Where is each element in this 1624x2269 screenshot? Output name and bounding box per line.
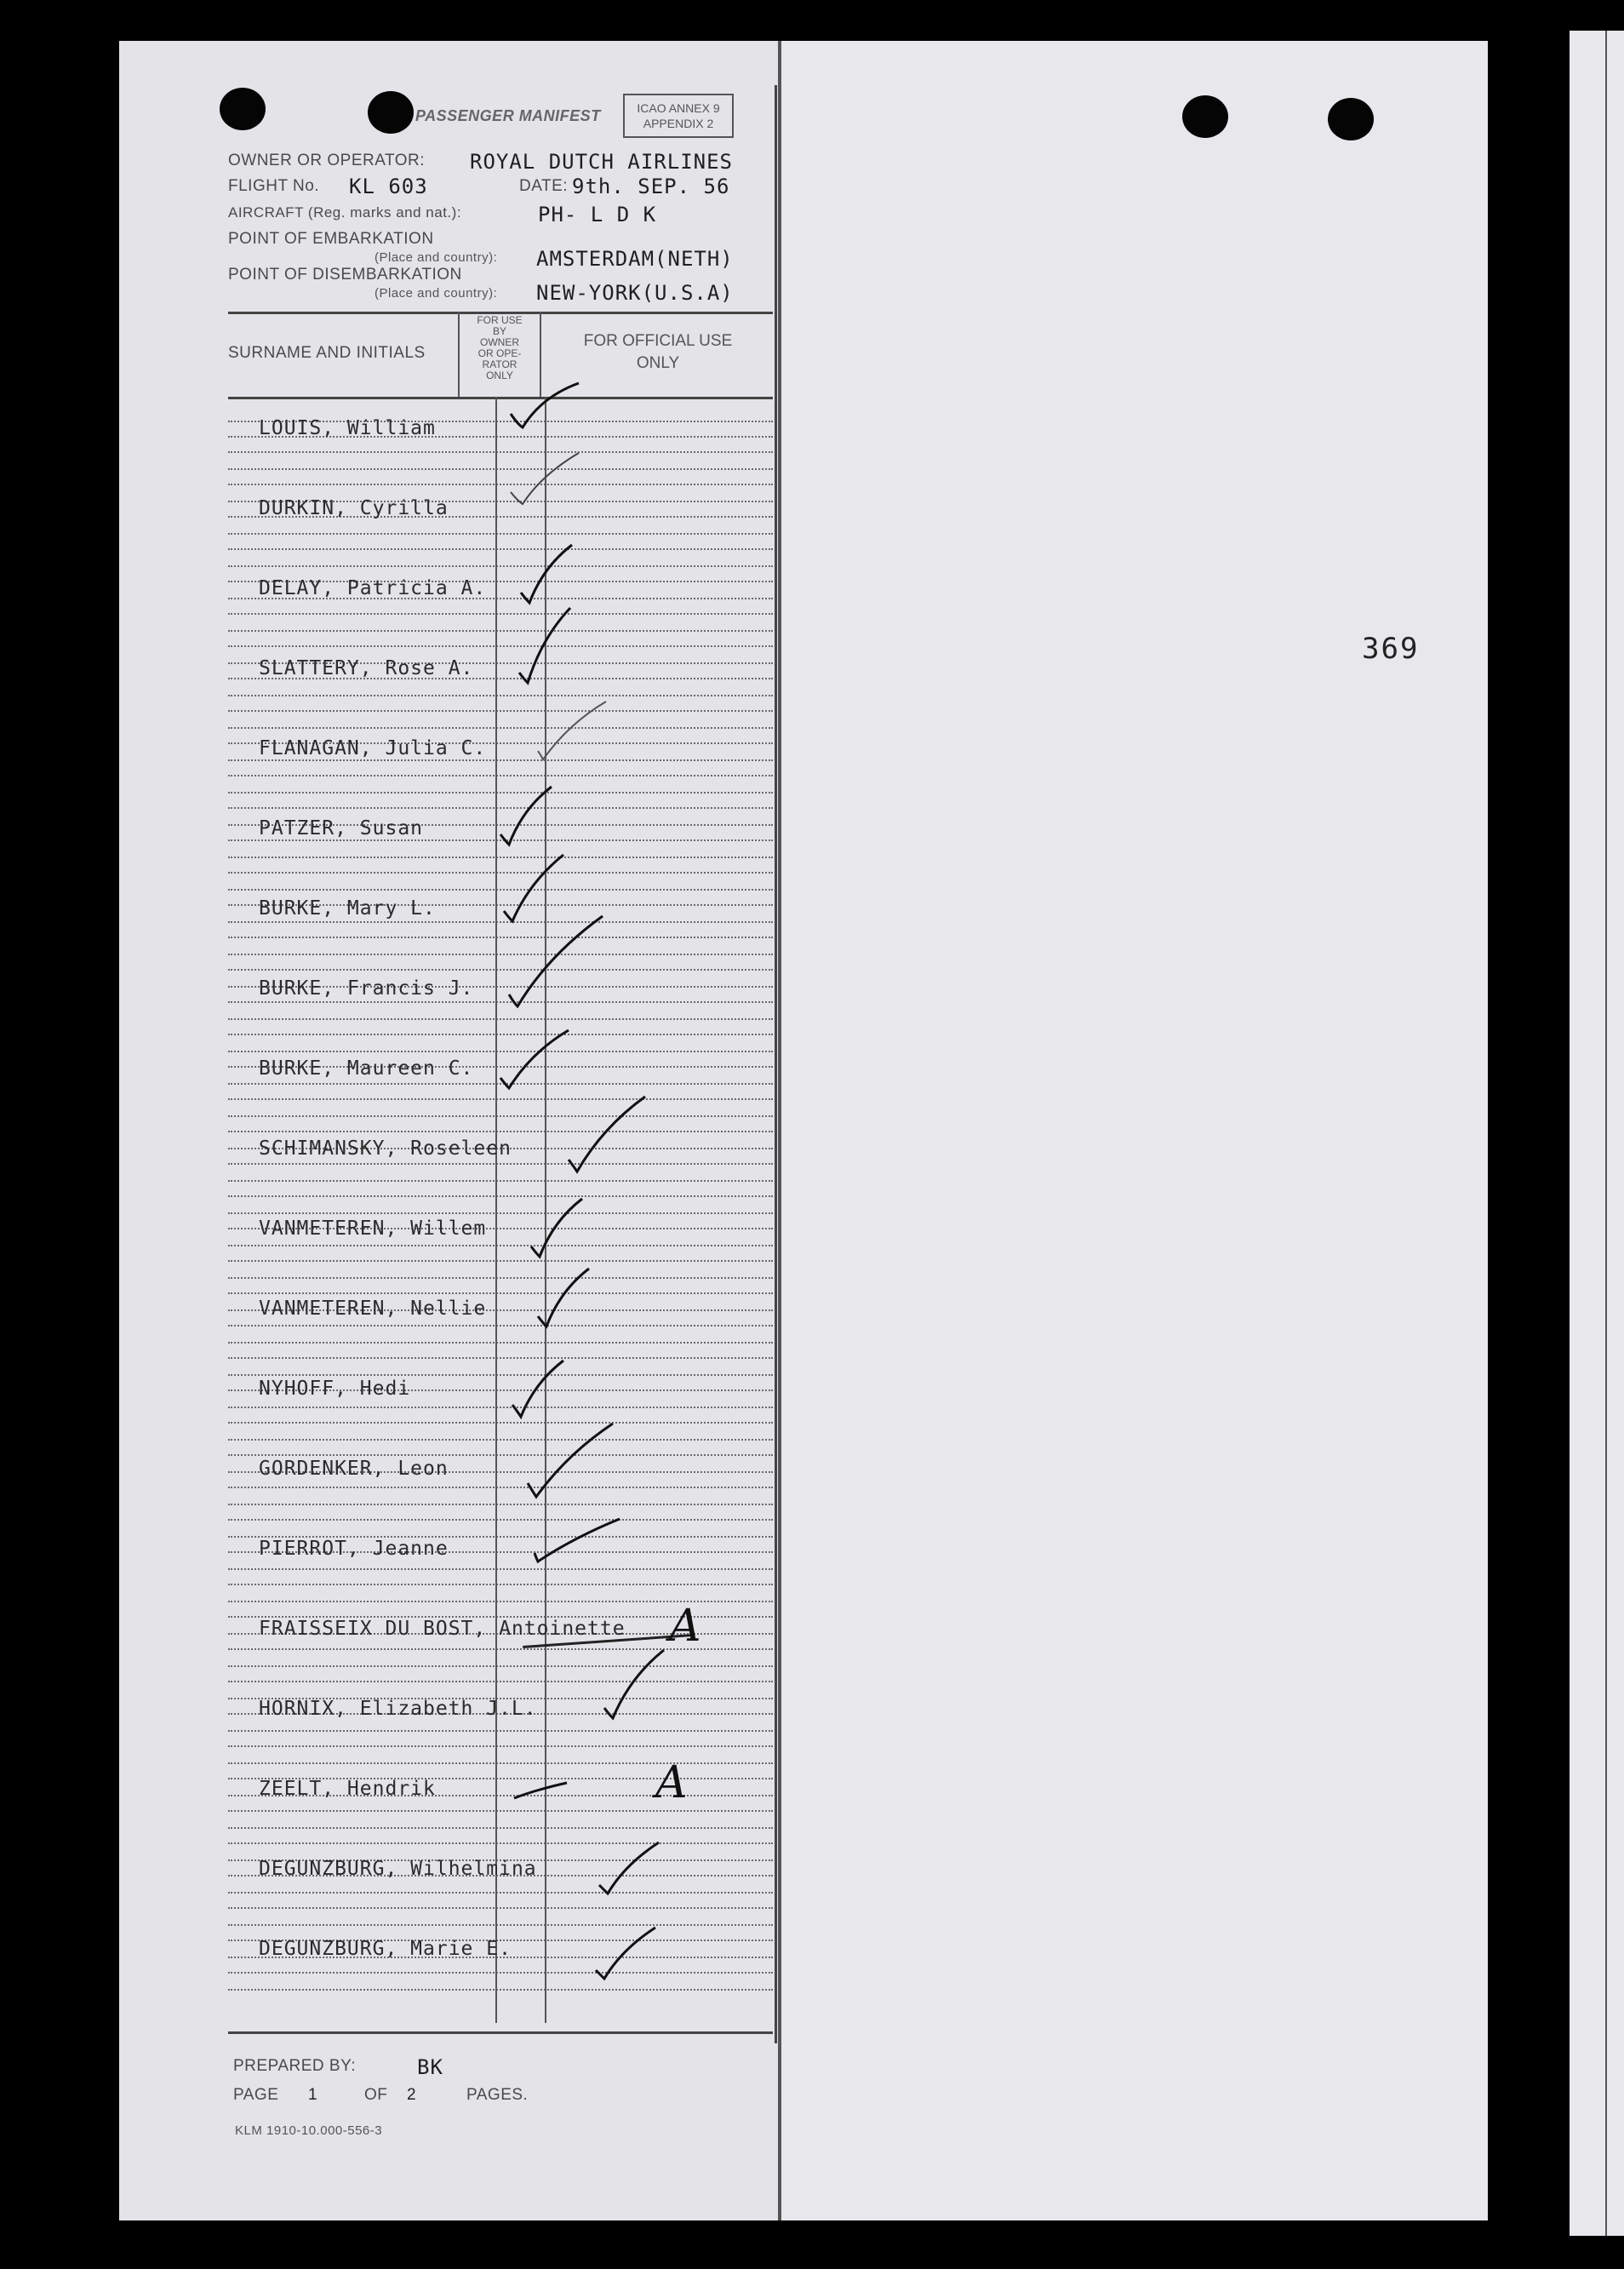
passenger-name: SLATTERY, Rose A. — [259, 657, 474, 679]
check-mark-icon — [535, 1265, 594, 1333]
annex-box: ICAO ANNEX 9 APPENDIX 2 — [623, 94, 734, 138]
passenger-name: DEGUNZBURG, Wilhelmina — [259, 1858, 537, 1880]
passenger-name: SCHIMANSKY, Roseleen — [259, 1137, 512, 1160]
passenger-name: VANMETEREN, Willem — [259, 1218, 487, 1240]
print-code: KLM 1910-10.000-556-3 — [235, 2123, 383, 2138]
check-mark-icon — [535, 698, 611, 766]
passenger-name: GORDENKER, Leon — [259, 1458, 449, 1480]
fold-line — [778, 41, 781, 2220]
passenger-name: BURKE, Francis J. — [259, 977, 474, 1000]
check-mark-icon — [596, 1839, 664, 1899]
flight-label: FLIGHT No. — [228, 177, 320, 195]
passenger-name: BURKE, Maureen C. — [259, 1057, 474, 1080]
owner-value: ROYAL DUTCH AIRLINES — [470, 150, 733, 174]
page-value: 1 — [308, 2086, 318, 2104]
embark-value: AMSTERDAM(NETH) — [536, 247, 734, 271]
passenger-name: BURKE, Mary L. — [259, 897, 436, 920]
flight-value: KL 603 — [349, 175, 428, 198]
passenger-name: LOUIS, William — [259, 417, 436, 439]
embark-sub: (Place and country): — [375, 250, 498, 265]
col-surname-header: SURNAME AND INITIALS — [228, 344, 426, 362]
owner-label: OWNER OR OPERATOR: — [228, 152, 426, 169]
page-label: PAGE — [233, 2086, 279, 2104]
check-mark-icon — [518, 541, 577, 610]
passenger-name: DEGUNZBURG, Marie E. — [259, 1938, 512, 1960]
passenger-name: PATZER, Susan — [259, 817, 424, 839]
next-sheet-edge — [1570, 31, 1624, 2236]
punch-hole — [1328, 98, 1374, 140]
dash-mark-icon — [511, 1779, 570, 1805]
handwritten-annotation: A — [655, 1757, 688, 1808]
check-mark-icon — [601, 1647, 669, 1723]
disembark-value: NEW-YORK(U.S.A) — [536, 281, 734, 305]
check-mark-icon — [507, 380, 584, 431]
passenger-name: FLANAGAN, Julia C. — [259, 737, 487, 759]
passenger-name: FRAISSEIX DU BOST, Antoinette — [259, 1618, 626, 1640]
check-mark-icon — [592, 1924, 660, 1984]
passenger-name: VANMETEREN, Nellie — [259, 1298, 487, 1320]
passenger-name: HORNIX, Elizabeth J.L. — [259, 1698, 537, 1720]
check-mark-icon — [507, 450, 584, 509]
disembark-sub: (Place and country): — [375, 286, 498, 301]
check-mark-icon — [531, 1516, 625, 1567]
disembark-label: POINT OF DISEMBARKATION — [228, 266, 462, 284]
handwritten-annotation: A — [669, 1601, 701, 1652]
embark-label: POINT OF EMBARKATION — [228, 230, 434, 248]
form-title: PASSENGER MANIFEST — [415, 107, 601, 124]
col-official-header: FOR OFFICIAL USE ONLY — [583, 332, 733, 372]
check-mark-icon — [509, 1357, 569, 1425]
passenger-name: DURKIN, Cyrilla — [259, 497, 449, 519]
passenger-name: PIERROT, Jeanne — [259, 1538, 449, 1560]
check-mark-icon — [497, 783, 557, 851]
punch-hole — [368, 91, 414, 134]
aircraft-value: PH- L D K — [538, 203, 657, 226]
passenger-name: DELAY, Patricia A. — [259, 577, 487, 599]
check-mark-icon — [528, 1195, 587, 1263]
of-value: 2 — [407, 2086, 417, 2104]
check-mark-icon — [516, 604, 575, 690]
date-label: DATE: — [519, 177, 569, 195]
check-mark-icon — [565, 1093, 650, 1178]
page-number: 369 — [1362, 632, 1420, 666]
passenger-name: ZEELT, Hendrik — [259, 1778, 436, 1800]
pages-label: PAGES. — [466, 2086, 529, 2104]
check-mark-icon — [506, 913, 608, 1015]
passenger-name: NYHOFF, Hedi — [259, 1378, 411, 1400]
col-operator-header: FOR USE BY OWNER OR OPE- RATOR ONLY — [477, 314, 523, 381]
prepared-label: PREPARED BY: — [233, 2057, 356, 2075]
of-label: OF — [364, 2086, 388, 2104]
check-mark-icon — [524, 1420, 618, 1505]
punch-hole — [1182, 95, 1228, 138]
aircraft-label: AIRCRAFT (Reg. marks and nat.): — [228, 204, 462, 221]
prepared-value: BK — [417, 2055, 443, 2079]
check-mark-icon — [497, 1027, 574, 1095]
punch-hole — [220, 88, 266, 130]
date-value: 9th. SEP. 56 — [572, 175, 730, 198]
